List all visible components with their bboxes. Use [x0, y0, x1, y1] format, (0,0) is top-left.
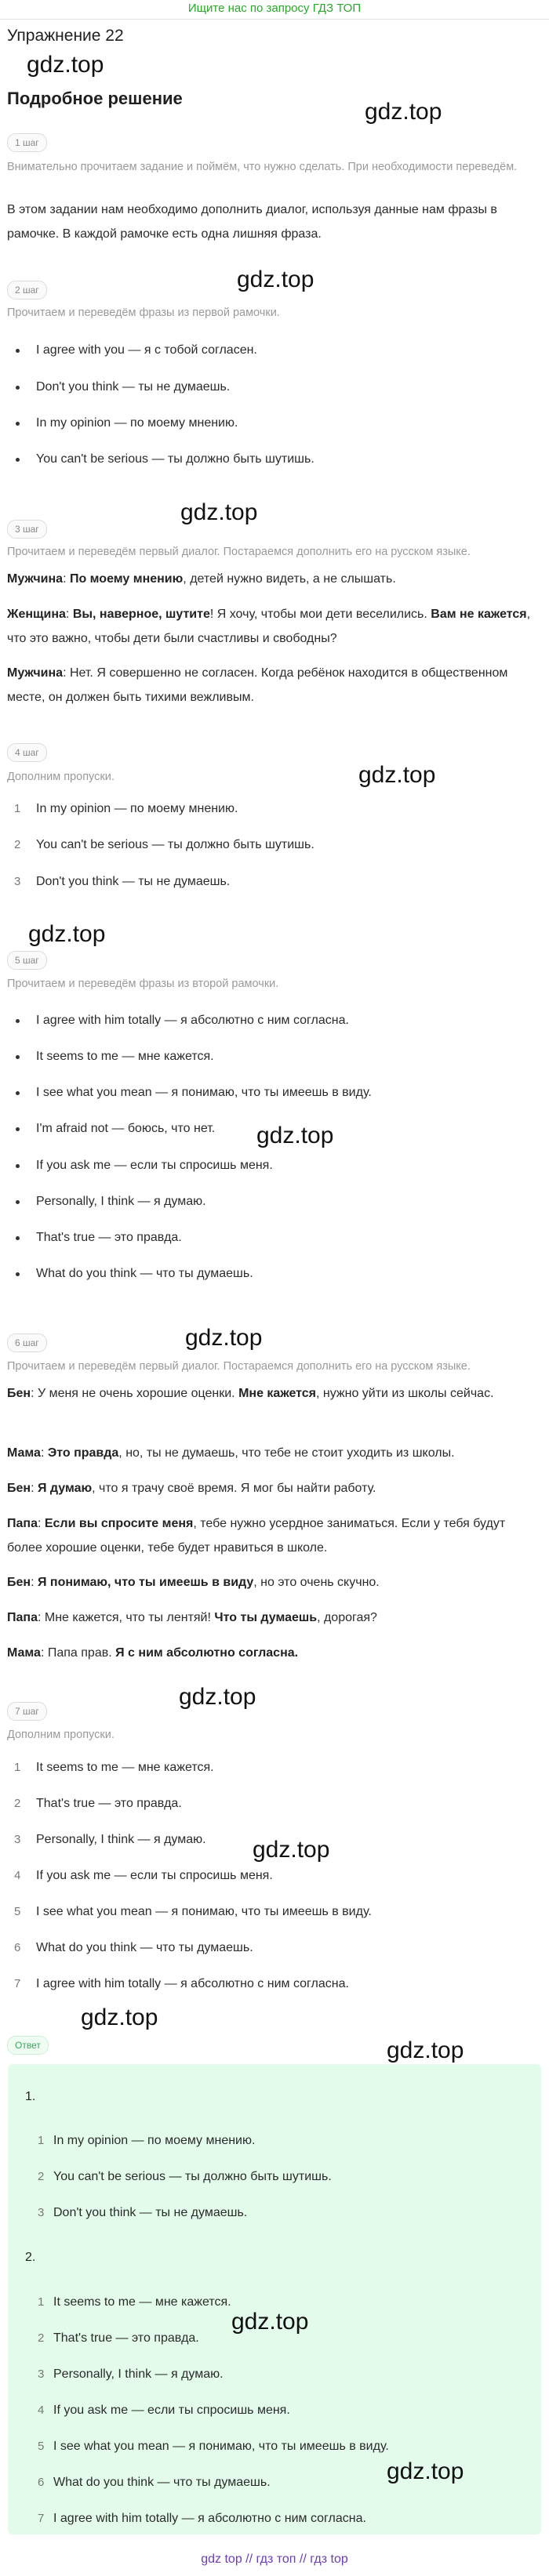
- bullet-dot: [16, 386, 20, 390]
- filled-phrase: Что ты думаешь: [214, 1611, 318, 1624]
- line-text: , что я трачу своё время. Я мог бы найти работу.: [92, 1482, 376, 1495]
- list-item: That's true — это правда.: [36, 1797, 182, 1810]
- list-item: I agree with him totally — я абсолютно с ним согласна.: [36, 1014, 349, 1027]
- item-number: 7: [38, 2512, 45, 2525]
- item-number: 2: [14, 838, 21, 851]
- step-instruction: Прочитаем и переведём первый диалог. Постараемся дополнить его на русском языке.: [7, 1360, 471, 1373]
- step-text: В этом задании нам необходимо дополнить диалог, используя данные нам фразы в рамочке. В каждой рамочке есть одна лишняя фраза.: [7, 203, 497, 241]
- item-number: 1: [38, 2134, 45, 2147]
- exercise-title: Упражнение 22: [7, 27, 124, 45]
- line-text: , детей нужно видеть, а не слышать.: [183, 572, 396, 586]
- step-instruction: Прочитаем и переведём фразы из второй рамочки.: [7, 978, 279, 990]
- answer-part-label: 1.: [25, 2090, 36, 2103]
- filled-phrase: Вы, наверное, шутите: [72, 608, 210, 621]
- watermark: gdz.top: [185, 1325, 263, 1351]
- list-item: In my opinion — по моему мнению.: [36, 416, 238, 430]
- step-badge: 5 шаг: [7, 951, 47, 970]
- bullet-dot: [16, 1236, 20, 1240]
- list-item: That's true — это правда.: [36, 1231, 182, 1244]
- speaker: Мужчина: [7, 572, 64, 586]
- speaker: Бен: [7, 1387, 31, 1400]
- footer-link[interactable]: gdz top: [201, 2552, 242, 2566]
- list-item: If you ask me — если ты спросишь меня.: [36, 1869, 273, 1882]
- item-number: 1: [38, 2295, 45, 2309]
- answer-item: Don't you think — ты не думаешь.: [53, 2206, 248, 2219]
- speaker: Бен: [7, 1576, 31, 1589]
- footer-link[interactable]: гдз топ: [256, 2552, 296, 2566]
- watermark: gdz.top: [231, 2309, 309, 2335]
- speaker: Мама: [7, 1446, 41, 1460]
- line-text: , но это очень скучно.: [253, 1576, 380, 1589]
- item-number: 3: [14, 875, 21, 888]
- filled-phrase: Вам не кажется: [431, 608, 527, 621]
- footer-link[interactable]: гдз top: [310, 2552, 348, 2566]
- line-text: , но, ты не думаешь, что тебе не стоит уходить из школы.: [118, 1446, 455, 1460]
- answer-item: If you ask me — если ты спросишь меня.: [53, 2404, 290, 2417]
- speaker: Мужчина: [7, 666, 64, 680]
- item-number: 2: [38, 2170, 45, 2183]
- list-item: Personally, I think — я думаю.: [36, 1195, 206, 1208]
- item-number: 6: [14, 1941, 21, 1954]
- watermark: gdz.top: [237, 267, 314, 292]
- header-divider: [0, 19, 549, 20]
- list-item: You can't be serious — ты должно быть шутишь.: [36, 452, 314, 466]
- line-text: , что это важно, чтобы дети были счастливы и свободны?: [7, 608, 531, 645]
- step-instruction: Прочитаем и переведём фразы из первой рамочки.: [7, 307, 280, 319]
- list-item: I agree with you — я с тобой согласен.: [36, 343, 257, 357]
- item-number: 1: [14, 1761, 21, 1774]
- answer-item: It seems to me — мне кажется.: [53, 2295, 231, 2309]
- dialogue-line: Мама: Это правда, но, ты не думаешь, что тебе не стоит уходить из школы.: [7, 1446, 455, 1460]
- answer-part-label: 2.: [25, 2251, 36, 2264]
- answer-badge: Ответ: [7, 2036, 49, 2055]
- line-text: , тебе нужно усердное заниматься. Если у тебя будут более хорошие оценки, тебе будет нравиться в школе.: [7, 1517, 506, 1555]
- dialogue-line: [7, 1605, 540, 1630]
- step-badge: 1 шаг: [7, 133, 47, 152]
- list-item: I agree with him totally — я абсолютно с ним согласна.: [36, 1977, 349, 1990]
- step-badge: 3 шаг: [7, 520, 47, 539]
- line-text: : Нет. Я совершенно не согласен. Когда ребёнок находится в общественном месте, он должен быть тихими вежливым.: [7, 666, 508, 704]
- line-text: : Папа прав.: [40, 1646, 112, 1660]
- watermark: gdz.top: [180, 499, 258, 525]
- speaker: Женщина: [7, 608, 66, 621]
- list-item: Personally, I think — я думаю.: [36, 1833, 206, 1846]
- bullet-dot: [16, 458, 20, 462]
- step-instruction: Дополним пропуски.: [7, 1729, 115, 1741]
- watermark: gdz.top: [179, 1684, 256, 1710]
- item-number: 2: [38, 2331, 45, 2345]
- filled-phrase: Я думаю: [37, 1482, 93, 1495]
- step-instruction: Внимательно прочитаем задание и поймём, что нужно сделать. При необходимости переведём.: [7, 161, 518, 173]
- item-number: 5: [38, 2440, 45, 2453]
- answer-item: Personally, I think — я думаю.: [53, 2367, 224, 2381]
- item-number: 4: [14, 1869, 21, 1882]
- dialogue-line: [7, 1641, 540, 1665]
- dialogue-line: Бен: Я думаю, что я трачу своё время. Я мог бы найти работу.: [7, 1482, 376, 1495]
- step-badge: 7 шаг: [7, 1702, 47, 1721]
- bullet-dot: [16, 1200, 20, 1204]
- watermark: gdz.top: [27, 52, 104, 78]
- step-badge: 2 шаг: [7, 281, 47, 299]
- step-badge: 4 шаг: [7, 743, 47, 762]
- list-item: I see what you mean — я понимаю, что ты имеешь в виду.: [36, 1086, 372, 1099]
- item-number: 1: [14, 802, 21, 815]
- answer-item: You can't be serious — ты должно быть шутишь.: [53, 2170, 332, 2183]
- bullet-dot: [16, 349, 20, 353]
- item-number: 3: [14, 1833, 21, 1846]
- list-item: I'm afraid not — боюсь, что нет.: [36, 1122, 216, 1135]
- list-item: I see what you mean — я понимаю, что ты имеешь в виду.: [36, 1905, 372, 1918]
- item-number: 7: [14, 1977, 21, 1990]
- filled-phrase: По моему мнению: [69, 572, 184, 586]
- bullet-dot: [16, 422, 20, 426]
- answer-item: I agree with him totally — я абсолютно с ним согласна.: [53, 2512, 366, 2525]
- watermark: gdz.top: [81, 2005, 158, 2030]
- step-instruction: Дополним пропуски.: [7, 771, 115, 783]
- filled-phrase: Я понимаю, что ты имеешь в виду: [37, 1576, 254, 1589]
- watermark: gdz.top: [387, 2458, 464, 2484]
- filled-phrase: Я с ним абсолютно согласна.: [115, 1646, 299, 1660]
- bullet-dot: [16, 1055, 20, 1059]
- step-instruction: Прочитаем и переведём первый диалог. Постараемся дополнить его на русском языке.: [7, 546, 471, 558]
- dialogue-line: [7, 661, 540, 709]
- list-item: In my opinion — по моему мнению.: [36, 802, 238, 815]
- line-text: : У меня не очень хорошие оценки.: [31, 1387, 235, 1400]
- line-text: , дорогая?: [317, 1611, 377, 1624]
- dialogue-line: [7, 1381, 540, 1406]
- list-item: Don't you think — ты не думаешь.: [36, 380, 231, 394]
- item-number: 5: [14, 1905, 21, 1918]
- bullet-dot: [16, 1127, 20, 1131]
- list-item: What do you think — что ты думаешь.: [36, 1267, 253, 1280]
- line-text: , нужно уйти из школы сейчас.: [316, 1387, 494, 1400]
- filled-phrase: Если вы спросите меня: [44, 1517, 194, 1530]
- list-item: It seems to me — мне кажется.: [36, 1050, 214, 1063]
- item-number: 3: [38, 2367, 45, 2381]
- filled-phrase: Это правда: [47, 1446, 119, 1460]
- list-item: If you ask me — если ты спросишь меня.: [36, 1159, 273, 1172]
- speaker: Папа: [7, 1517, 38, 1530]
- item-number: 4: [38, 2404, 45, 2417]
- bullet-dot: [16, 1091, 20, 1095]
- search-banner[interactable]: Ищите нас по запросу ГДЗ ТОП: [187, 2, 362, 15]
- item-number: 3: [38, 2206, 45, 2219]
- dialogue-line: Женщина: Вы, наверное, шутите! Я хочу, чтобы мои дети веселились. Вам не кажется, что это важно, чтобы дети были счастливы и свободны?: [7, 608, 531, 645]
- footer-separator: //: [299, 2552, 307, 2566]
- list-item: It seems to me — мне кажется.: [36, 1761, 214, 1774]
- solution-title: Подробное решение: [7, 89, 183, 108]
- bullet-dot: [16, 1164, 20, 1168]
- answer-item: I see what you mean — я понимаю, что ты имеешь в виду.: [53, 2440, 389, 2453]
- dialogue-line: Мужчина: По моему мнению, детей нужно видеть, а не слышать.: [7, 572, 396, 586]
- watermark: gdz.top: [365, 99, 442, 125]
- dialogue-line: Папа: Если вы спросите меня, тебе нужно усердное заниматься. Если у тебя будут более хорошие оценки, тебе будет нравиться в школе.: [7, 1517, 506, 1555]
- item-number: 6: [38, 2476, 45, 2489]
- watermark: gdz.top: [387, 2037, 464, 2063]
- filled-phrase: Мне кажется: [238, 1387, 316, 1400]
- bullet-dot: [16, 1019, 20, 1023]
- item-number: 2: [14, 1797, 21, 1810]
- watermark: gdz.top: [358, 762, 436, 788]
- dialogue-line: Бен: Я понимаю, что ты имеешь в виду, но это очень скучно.: [7, 1576, 380, 1589]
- bullet-dot: [16, 1272, 20, 1276]
- watermark: gdz.top: [256, 1123, 334, 1148]
- step-badge: 6 шаг: [7, 1333, 47, 1352]
- list-item: You can't be serious — ты должно быть шутишь.: [36, 838, 314, 851]
- line-text: ! Я хочу, чтобы мои дети веселились.: [209, 608, 427, 621]
- list-item: Don't you think — ты не думаешь.: [36, 875, 231, 888]
- answer-item: That's true — это правда.: [53, 2331, 199, 2345]
- watermark: gdz.top: [253, 1837, 330, 1863]
- speaker: Мама: [7, 1646, 41, 1660]
- footer-separator: //: [245, 2552, 253, 2566]
- answer-item: What do you think — что ты думаешь.: [53, 2476, 271, 2489]
- footer-links: [0, 2552, 549, 2567]
- list-item: What do you think — что ты думаешь.: [36, 1941, 253, 1954]
- speaker: Бен: [7, 1482, 31, 1495]
- watermark: gdz.top: [28, 921, 106, 947]
- line-text: : Мне кажется, что ты лентяй!: [37, 1611, 211, 1624]
- answer-item: In my opinion — по моему мнению.: [53, 2134, 256, 2147]
- speaker: Папа: [7, 1611, 38, 1624]
